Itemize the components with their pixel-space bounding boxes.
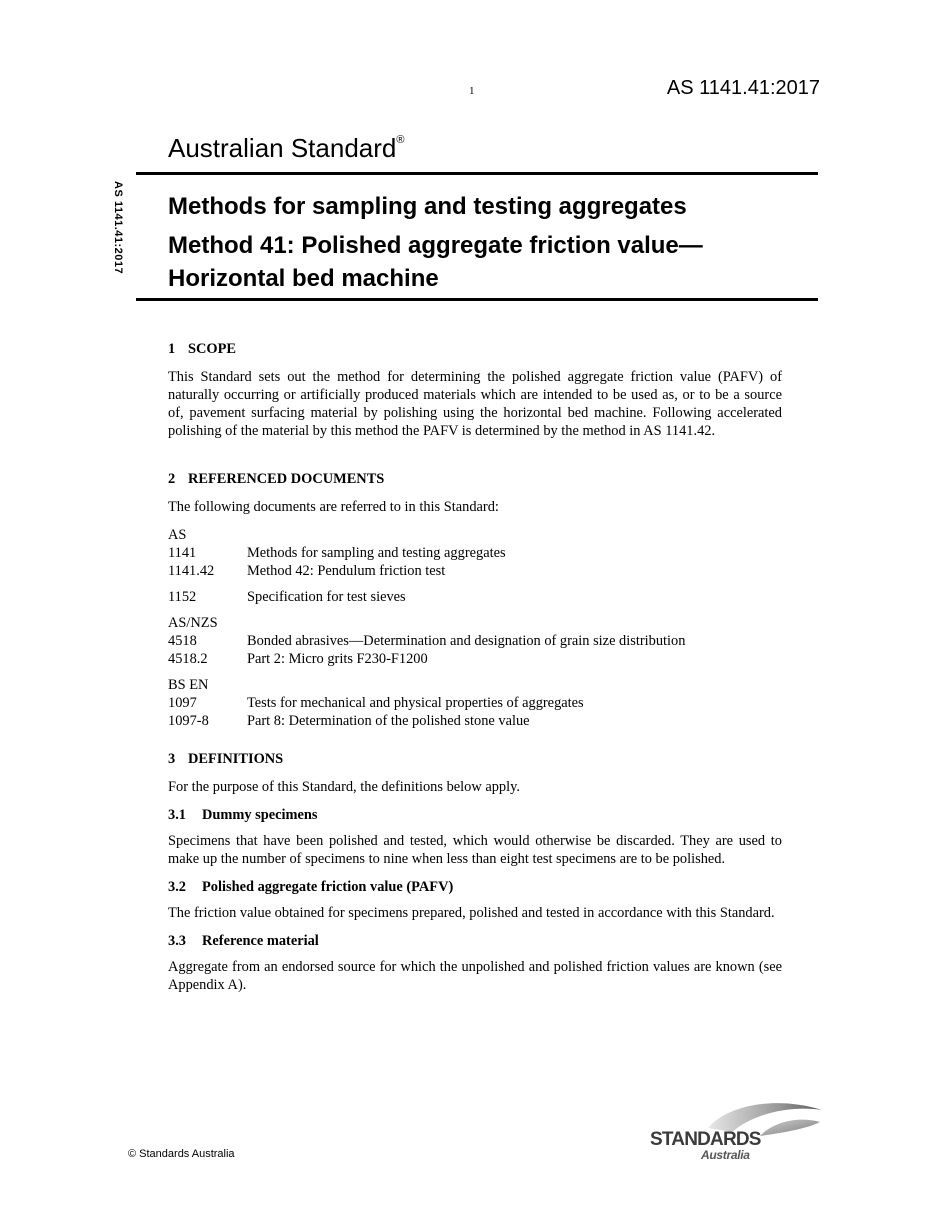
section-number: 2 [168, 471, 176, 487]
reference-code: 4518 [168, 633, 197, 649]
reference-row [168, 712, 782, 730]
reference-title: Part 8: Determination of the polished stone value [247, 713, 530, 729]
side-document-label: AS 1141.41:2017 [112, 181, 124, 275]
registered-mark: ® [396, 134, 405, 146]
section-title: SCOPE [188, 341, 236, 357]
reference-title: Specification for test sieves [247, 589, 406, 605]
reference-series: AS [168, 527, 187, 543]
definition-heading [168, 806, 782, 824]
reference-series: BS EN [168, 677, 209, 693]
definition-heading [168, 878, 782, 896]
reference-row [168, 694, 782, 712]
document-code: AS 1141.41:2017 [666, 77, 820, 99]
reference-group-as-1152 [168, 588, 782, 606]
reference-group-bsen [168, 676, 782, 730]
section-heading-references [168, 470, 782, 488]
logo-wordmark: STANDARDS [650, 1129, 761, 1150]
reference-code: 4518.2 [168, 651, 208, 667]
reference-title: Method 42: Pendulum friction test [247, 563, 446, 579]
definition-term: Reference material [202, 933, 319, 949]
reference-row [168, 562, 782, 580]
document-body [168, 340, 782, 1004]
reference-row [168, 632, 782, 650]
scope-paragraph: This Standard sets out the method for determining the polished aggregate friction value (PAFV) of naturally occurring or artificially produced materials which are intended to be used as, or to be a source of, pavement surfacing material by polishing using the horizontal bed machine. Following accelerated polishing of the material by this method the PAFV is determined by the method in AS 1141.42. [168, 369, 782, 439]
reference-code: 1141.42 [168, 563, 215, 579]
section-number: 1 [168, 341, 176, 357]
definitions-intro: For the purpose of this Standard, the definitions below apply. [168, 779, 520, 795]
reference-row [168, 544, 782, 562]
definition-text: Specimens that have been polished and tested, which would otherwise be discarded. They are used to make up the number of specimens to nine when less than eight test specimens are to be polished. [168, 833, 782, 867]
section-title: REFERENCED DOCUMENTS [188, 471, 385, 487]
reference-code: 1097 [168, 695, 197, 711]
brand-name: Australian Standard [168, 133, 397, 163]
reference-row [168, 650, 782, 668]
brand-title [168, 133, 404, 164]
copyright-notice: © Standards Australia [128, 1148, 235, 1160]
section-number: 3 [168, 751, 176, 767]
top-rule [136, 172, 818, 175]
title-line-1: Methods for sampling and testing aggregates [168, 193, 687, 220]
definition-number: 3.2 [168, 879, 186, 895]
definition-text: Aggregate from an endorsed source for which the unpolished and polished friction values are known (see Appendix A). [168, 959, 782, 993]
definition-heading [168, 932, 782, 950]
reference-series: AS/NZS [168, 615, 218, 631]
standards-australia-logo [648, 1098, 823, 1164]
reference-row [168, 588, 782, 606]
definition-text: The friction value obtained for specimens prepared, polished and tested in accordance with this Standard. [168, 905, 775, 921]
reference-title: Part 2: Micro grits F230-F1200 [247, 651, 428, 667]
reference-title: Bonded abrasives—Determination and designation of grain size distribution [247, 633, 686, 649]
section-heading-scope [168, 340, 782, 358]
reference-group-as [168, 526, 782, 580]
bottom-rule [136, 298, 818, 301]
reference-group-asnzs [168, 614, 782, 668]
definition-number: 3.3 [168, 933, 186, 949]
references-intro: The following documents are referred to in this Standard: [168, 499, 499, 515]
section-heading-definitions [168, 750, 782, 768]
definition-number: 3.1 [168, 807, 186, 823]
definition-term: Polished aggregate friction value (PAFV) [202, 879, 454, 895]
document-title [168, 190, 818, 295]
title-line-3: Horizontal bed machine [168, 265, 439, 292]
reference-code: 1152 [168, 589, 197, 605]
page-number: 1 [469, 85, 475, 97]
logo-subwordmark: Australia [701, 1148, 750, 1162]
definition-term: Dummy specimens [202, 807, 318, 823]
section-title: DEFINITIONS [188, 751, 284, 767]
reference-code: 1141 [168, 545, 197, 561]
reference-code: 1097-8 [168, 713, 209, 729]
reference-title: Tests for mechanical and physical properties of aggregates [247, 695, 584, 711]
title-line-2: Method 41: Polished aggregate friction value— [168, 232, 703, 259]
reference-title: Methods for sampling and testing aggregates [247, 545, 506, 561]
